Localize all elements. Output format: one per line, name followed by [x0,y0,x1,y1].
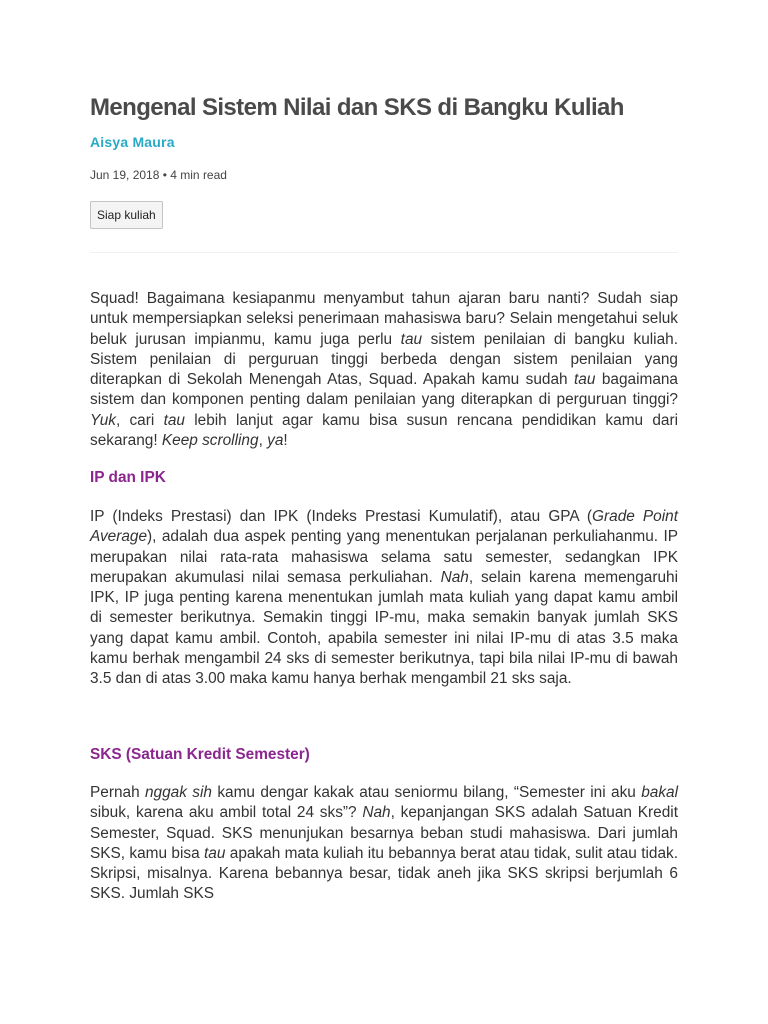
italic-text: tau [574,371,596,389]
heading-sks: SKS (Satuan Kredit Semester) [90,746,310,763]
italic-text: Grade Point Average [90,508,678,546]
italic-text: Nah [440,568,469,586]
text-run: sibuk, karena aku ambil total 24 sks”? [90,804,363,822]
italic-text: tau [204,844,226,862]
italic-text: Keep scrolling [161,432,259,450]
ip-ipk-paragraph [90,507,678,690]
text-run: , [258,432,268,450]
italic-text: bakal [641,784,679,801]
text-run: lebih lanjut agar kamu bisa susun rencana pendidikan kamu dari sekarang! [90,411,678,450]
text-run: , selain karena memengaruhi IPK, IP juga penting karena menentukan jumlah mata kuliah yang dapat kamu ambil di semester berikutnya. Semakin tinggi IP-mu, maka semakin banyak jumlah SKS yang dapat kamu ambil. Contoh, apabila semester ini nilai IP-mu di atas 3.5 maka kamu berhak mengambil 24 sks di semester berikutnya, tapi bila nilai IP-mu di bawah 3.5 dan di atas 3.00 maka kamu hanya berhak mengambil 21 sks saja. [90,568,678,688]
italic-text: Yuk [90,411,116,429]
text-run: Squad! Bagaimana kesiapanmu menyambut tahun ajaran baru nanti? Sudah siap untuk mempersiapkan seleksi penerimaan mahasiswa baru? Selain mengetahui seluk beluk jurusan impianmu, kamu juga perlu [90,290,678,348]
italic-text: nggak sih [145,784,212,801]
tag-button[interactable]: Siap kuliah [90,201,163,229]
italic-text: tau [163,411,185,429]
text-run: Pernah [90,784,145,801]
italic-text: ya [267,432,284,450]
text-run: bagaimana sistem dan komponen penting dalam penilaian yang diterapkan di perguruan tinggi? [90,371,678,409]
article-title: Mengenal Sistem Nilai dan SKS di Bangku Kuliah [90,94,624,121]
author-link[interactable]: Aisya Maura [90,134,175,150]
intro-paragraph [90,289,678,451]
text-run: sistem penilaian di bangku kuliah. Sistem penilaian di perguruan tinggi berbeda dengan sistem penilaian yang diterapkan di Sekolah Menengah Atas, Squad. Apakah kamu sudah [90,330,678,389]
text-run: IP (Indeks Prestasi) dan IPK (Indeks Prestasi Kumulatif), atau GPA ( [90,508,593,525]
heading-ip-ipk: IP dan IPK [90,469,166,486]
text-run: , kepanjangan SKS adalah Satuan Kredit Semester, Squad. SKS menunjukan besarnya beban studi mahasiswa. Dari jumlah SKS, kamu bisa [90,804,678,862]
text-run: apakah mata kuliah itu bebannya berat atau tidak, sulit atau tidak. Skripsi, misalnya. Karena bebannya besar, tidak aneh jika SKS skripsi berjumlah 6 SKS. Jumlah SKS [90,844,678,903]
text-run: ), adalah dua aspek penting yang menentukan perjalanan perkuliahanmu. IP merupakan nilai rata-rata mahasiswa selama satu semester, sedangkan IPK merupakan akumulasi nilai semasa perkuliahan. [90,528,678,586]
text-run: kamu dengar kakak atau seniormu bilang, “Semester ini aku [211,784,642,801]
text-run: , cari [115,411,164,429]
italic-text: tau [400,330,423,348]
text-run: ! [283,432,288,450]
header-divider [90,252,678,253]
sks-paragraph [90,783,678,905]
italic-text: Nah [362,804,391,822]
article-meta: Jun 19, 2018 • 4 min read [90,168,227,182]
